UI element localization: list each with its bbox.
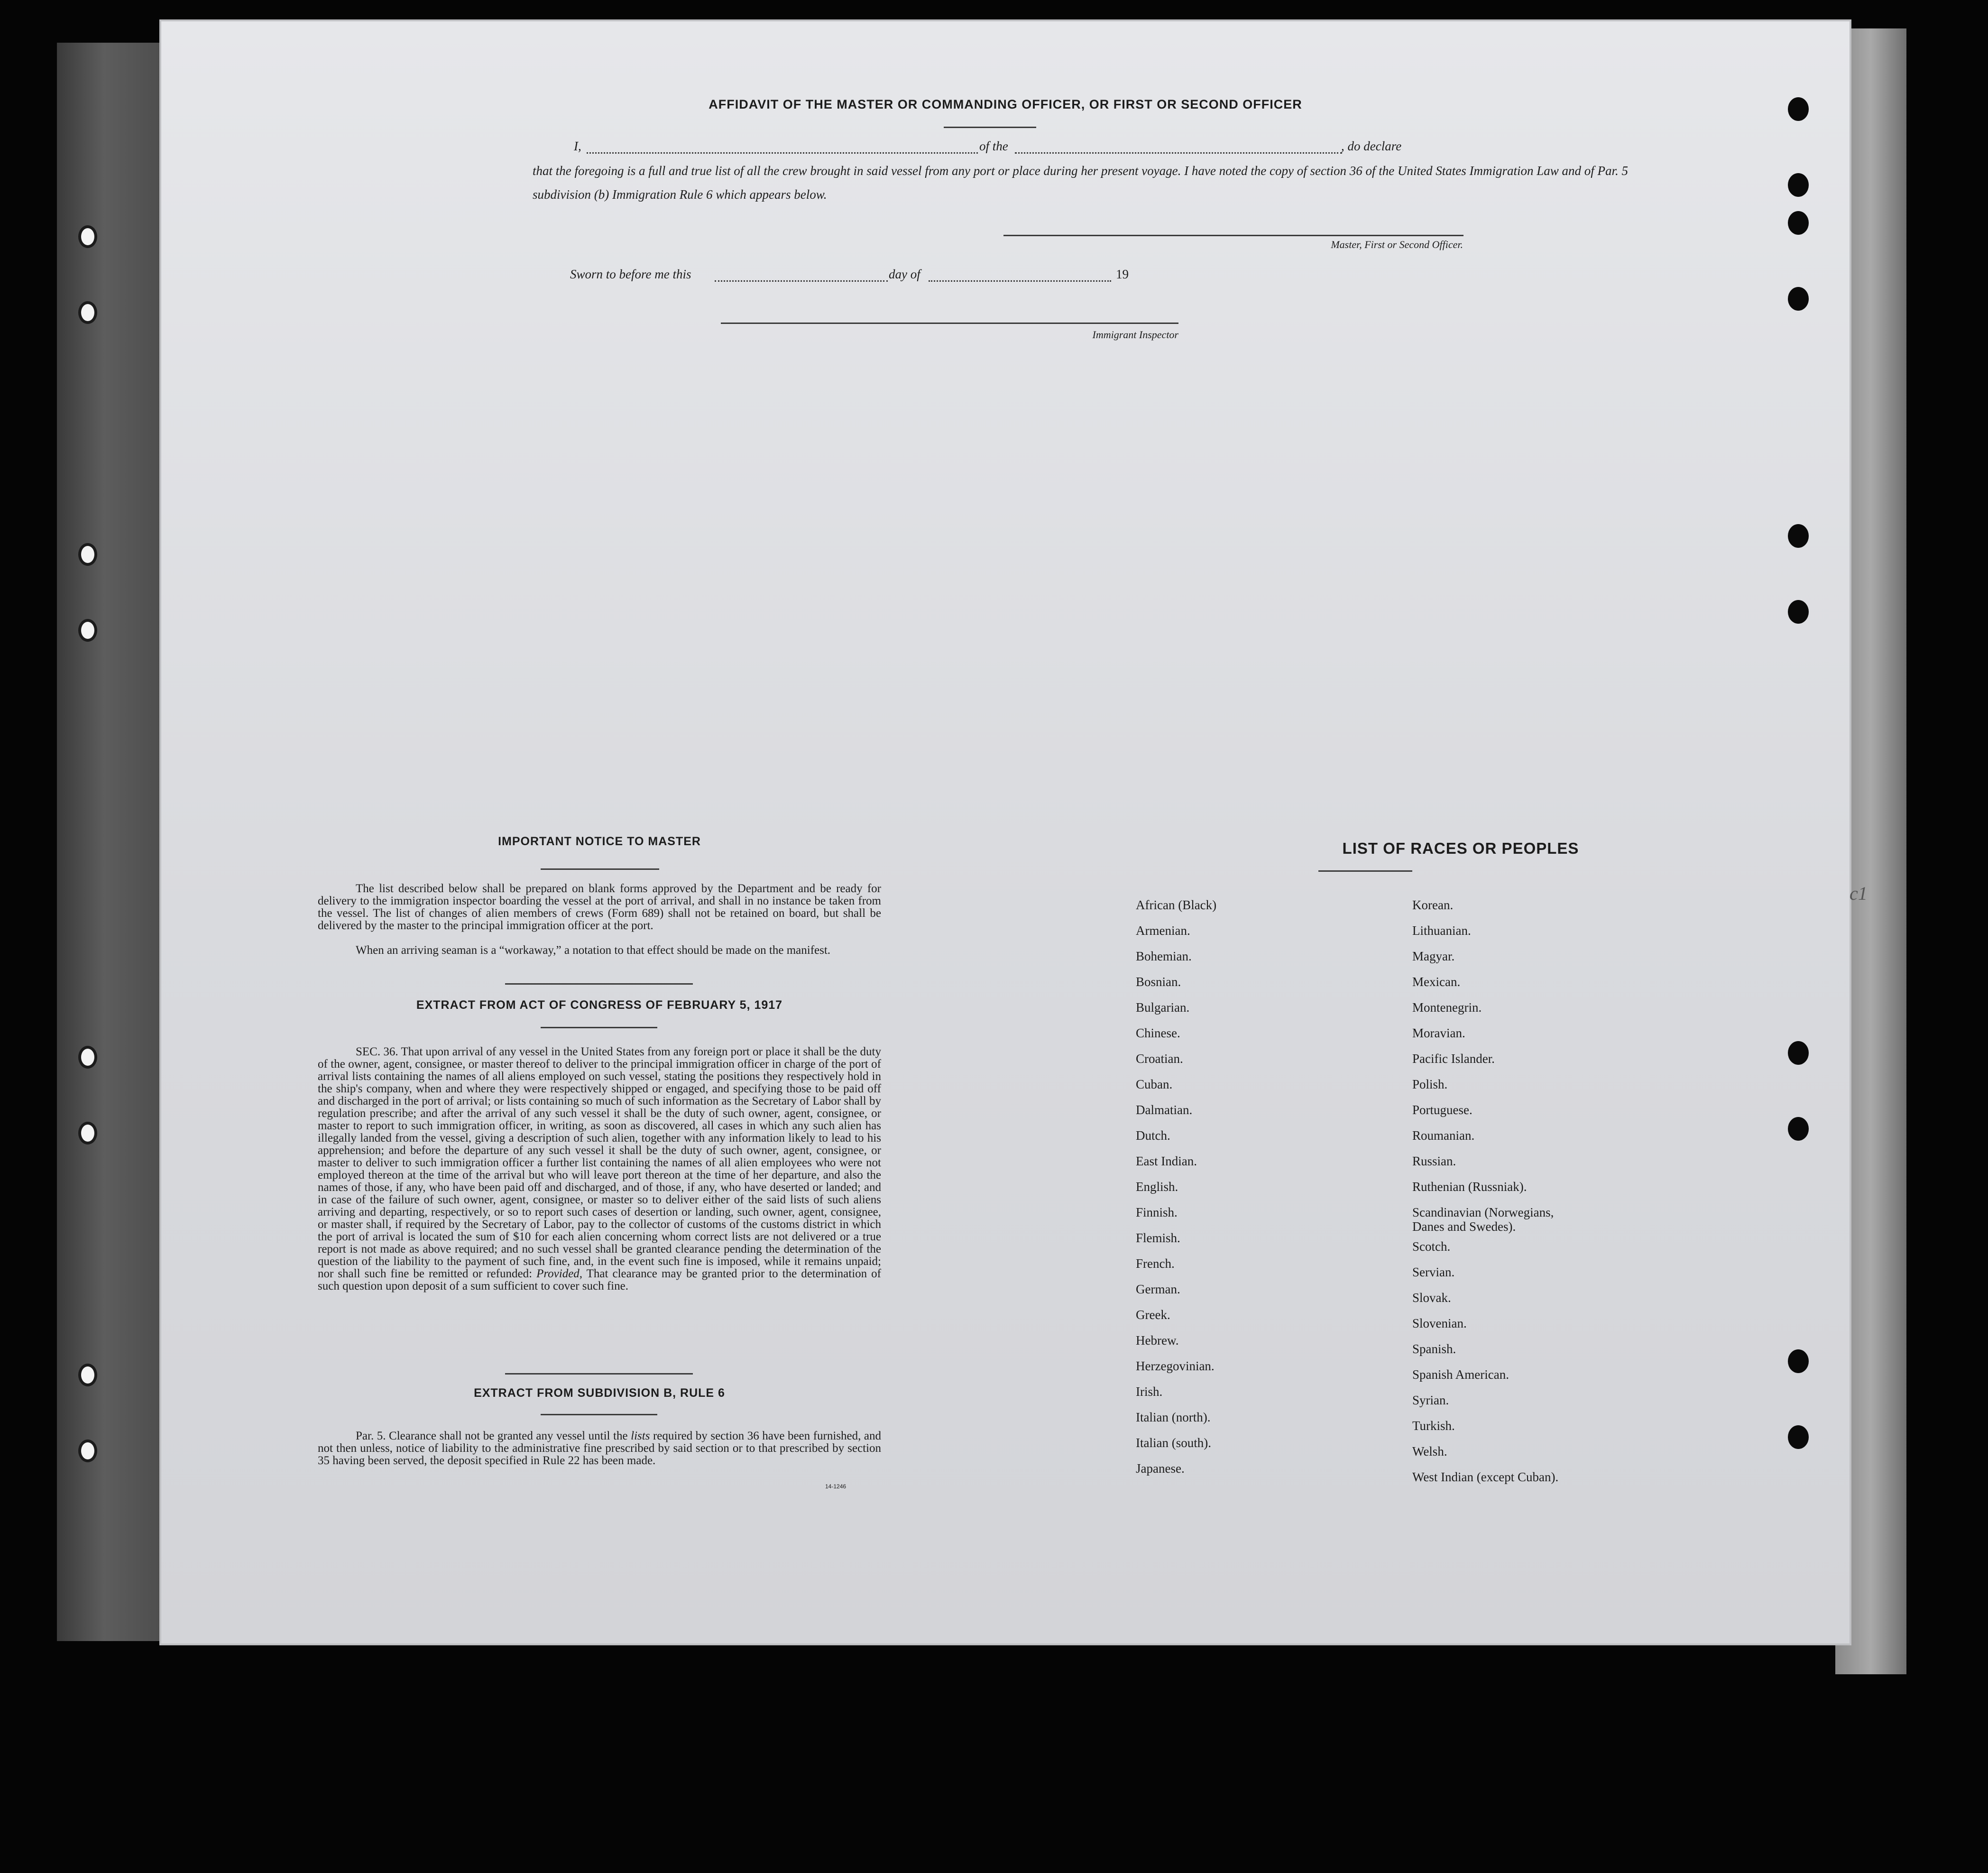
race-item: Flemish. — [1136, 1231, 1180, 1245]
margin-note: c1 — [1850, 883, 1868, 904]
section-body: That upon arrival of any vessel in the United States from any foreign port or place it shall be the duty of the owner, agent, consignee, or master thereof to deliver to the principal immigration officer in charge of the port of arrival lists containing the names of all aliens employed on such vessel, stating the positions they respectively hold in the ship's company, when and where they were respectively shipped or engaged, and specifying those to be paid off and discharged in the port of arrival; or lists containing so much of such information as the Secretary of Labor shall by regulation prescribe; and after the arrival of any such vessel it shall be the duty of such owner, agent, consignee, or master to report to such immigration officer, in writing, as soon as discovered, all cases in which any such alien has illegally landed from the vessel, giving a description of such alien, together with any information likely to lead to his apprehension; and before the departure of any such vessel it shall be the duty of such owner, agent, consignee, or master to deliver to such immigration officer a further list containing the names of all alien employees who were not employed thereon at the time of the arrival but who will leave port thereon at the time of her departure, and also the names of those, if any, who have been paid off and discharged, and of those, if any, who have deserted or landed; and in case of the failure of such owner, agent, consignee, or master so to deliver either of the said lists of such aliens arriving and departing, respectively, or so to report such cases of desertion or landing, such owner, agent, consignee, or master shall, if required by the Secretary of Labor, pay to the collector of customs of the customs district in which the port of arrival is located the sum of $10 for each alien concerning whom correct lists are not delivered or a true report is not made as above required; and no such vessel shall be granted clearance pending the determination of the question of the liability to the payment of such fine, and, in the event such fine is imposed, while it remains unpaid; nor shall such fine be remitted or refunded: — [318, 1045, 881, 1280]
section-36-text — [318, 1046, 881, 1292]
race-item: Spanish American. — [1412, 1367, 1509, 1382]
inspector-signature-label: Immigrant Inspector — [1092, 329, 1178, 341]
document-page — [161, 21, 1868, 1643]
race-item: Polish. — [1412, 1077, 1448, 1091]
race-item: Scotch. — [1412, 1239, 1451, 1254]
race-item: Lithuanian. — [1412, 923, 1471, 938]
race-item: Herzegovinian. — [1136, 1359, 1215, 1373]
race-item: Bosnian. — [1136, 975, 1181, 989]
race-item: Moravian. — [1412, 1026, 1465, 1040]
race-item: Greek. — [1136, 1308, 1170, 1322]
binder-hole — [1788, 1425, 1809, 1449]
race-item: Roumanian. — [1412, 1128, 1475, 1143]
binder-hole — [78, 301, 97, 324]
race-item: Pacific Islander. — [1412, 1052, 1495, 1066]
race-item: Mexican. — [1412, 975, 1461, 989]
races-left-column — [1136, 898, 1401, 1487]
day-of-label: day of — [889, 267, 920, 281]
race-item: Magyar. — [1412, 949, 1455, 963]
race-item: Italian (south). — [1136, 1436, 1211, 1450]
binder-hole — [1788, 287, 1809, 311]
race-item: Russian. — [1412, 1154, 1456, 1168]
binder-hole — [78, 225, 97, 248]
divider — [541, 1027, 657, 1028]
binder-hole — [78, 1439, 97, 1462]
master-name-line[interactable] — [587, 152, 978, 154]
binder-hole — [1788, 1117, 1809, 1141]
races-title: LIST OF RACES OR PEOPLES — [1342, 840, 1579, 857]
master-signature-line[interactable] — [1003, 235, 1463, 236]
race-item: German. — [1136, 1282, 1180, 1296]
race-item: Italian (north). — [1136, 1410, 1211, 1424]
race-item: Croatian. — [1136, 1052, 1183, 1066]
binder-hole — [78, 1364, 97, 1386]
races-right-column — [1412, 898, 1678, 1495]
binder-hole — [78, 1122, 97, 1144]
race-item: Servian. — [1412, 1265, 1455, 1279]
master-signature-label: Master, First or Second Officer. — [1331, 239, 1463, 250]
binder-hole — [1788, 1349, 1809, 1373]
affidavit-title: AFFIDAVIT OF THE MASTER OR COMMANDING OFFICER, OR FIRST OR SECOND OFFICER — [709, 97, 1302, 111]
race-item: Bulgarian. — [1136, 1000, 1190, 1015]
race-item: Irish. — [1136, 1384, 1163, 1399]
divider — [505, 1373, 693, 1375]
race-item: West Indian (except Cuban). — [1412, 1470, 1559, 1484]
race-item: Montenegrin. — [1412, 1000, 1482, 1015]
rule-body-b: required by section 36 have been furnished, and not then unless, notice of liability to the administrative fine prescribed by said section or to that prescribed by section 35 having been served, the deposit specified in Rule 22 has been made. — [318, 1430, 882, 1467]
affidavit-do-declare: , do declare — [1341, 139, 1402, 153]
race-item: Dalmatian. — [1136, 1103, 1193, 1117]
binder-hole — [1788, 211, 1809, 235]
inspector-signature-line[interactable] — [721, 323, 1178, 324]
race-item: Turkish. — [1412, 1419, 1455, 1433]
race-item: Portuguese. — [1412, 1103, 1473, 1117]
left-binding-strip — [57, 43, 175, 1641]
divider — [1318, 870, 1412, 872]
divider — [541, 868, 659, 870]
race-item: Slovenian. — [1412, 1316, 1467, 1330]
race-item: French. — [1136, 1256, 1175, 1271]
race-item: Bohemian. — [1136, 949, 1192, 963]
race-item: Finnish. — [1136, 1205, 1178, 1219]
vessel-name-line[interactable] — [1015, 152, 1342, 154]
binder-hole — [78, 1046, 97, 1069]
race-item: Welsh. — [1412, 1444, 1447, 1458]
binder-hole — [78, 619, 97, 642]
section-body-end: That clearance may be granted prior to the determination of such question upon deposit of a sum sufficient to cover such fine. — [318, 1267, 882, 1292]
sworn-day-line[interactable] — [715, 280, 888, 282]
rule-body-a: Par. 5. Clearance shall not be granted any vessel until the — [356, 1430, 628, 1442]
race-item: Syrian. — [1412, 1393, 1449, 1407]
notice-paragraph-1: The list described below shall be prepared on blank forms approved by the Department and be ready for delivery to the immigration inspector boarding the vessel at the port of arrival, and shall in no instance be taken from the vessel. The list of changes of alien members of crews (Form 689) shall not be retained on board, but shall be delivered by the master to the principal immigration officer at the port. — [318, 882, 881, 932]
sworn-month-line[interactable] — [929, 280, 1111, 282]
race-item: African (Black) — [1136, 898, 1217, 912]
affidavit-of-the: of the — [979, 139, 1008, 153]
notice-paragraph-2: When an arriving seaman is a “workaway,” a notation to that effect should be made on the manifest. — [356, 944, 831, 957]
notice-title: IMPORTANT NOTICE TO MASTER — [498, 835, 701, 848]
race-item: Dutch. — [1136, 1128, 1170, 1143]
sworn-year: 19 — [1116, 267, 1129, 281]
binder-hole — [1788, 173, 1809, 197]
race-item: Hebrew. — [1136, 1333, 1179, 1347]
binder-hole — [78, 543, 97, 566]
race-item: English. — [1136, 1180, 1178, 1194]
race-item: Scandinavian (Norwegians, Danes and Swedes). — [1412, 1205, 1554, 1234]
divider — [541, 1414, 657, 1415]
divider — [505, 983, 693, 985]
divider — [944, 127, 1036, 128]
affidavit-body: that the foregoing is a full and true list of all the crew brought in said vessel from any port or place during her present voyage. I have noted the copy of section 36 of the United States Immigration Law and of Par. 5 subdivision (b) Immigration Rule 6 which appears below. — [533, 164, 1628, 202]
extract-act-title: EXTRACT FROM ACT OF CONGRESS OF FEBRUARY 5, 1917 — [416, 998, 783, 1012]
race-item: Slovak. — [1412, 1291, 1451, 1305]
race-item: Japanese. — [1136, 1461, 1185, 1476]
race-item: Ruthenian (Russniak). — [1412, 1180, 1527, 1194]
provided-word: Provided, — [536, 1267, 583, 1280]
section-label: SEC. 36. — [356, 1045, 398, 1058]
race-item: Chinese. — [1136, 1026, 1180, 1040]
form-number: 14-1246 — [825, 1483, 847, 1490]
binder-hole — [1788, 1041, 1809, 1065]
extract-rule-title: EXTRACT FROM SUBDIVISION B, RULE 6 — [474, 1386, 725, 1400]
binder-hole — [1788, 600, 1809, 624]
race-item: Korean. — [1412, 898, 1454, 912]
race-item: Armenian. — [1136, 923, 1190, 938]
rule-6-text — [318, 1430, 881, 1467]
affidavit-i: I, — [574, 139, 581, 153]
lists-word: lists — [631, 1430, 650, 1442]
race-item: East Indian. — [1136, 1154, 1197, 1168]
race-item: Spanish. — [1412, 1342, 1456, 1356]
sworn-label: Sworn to before me this — [570, 267, 691, 281]
binder-hole — [1788, 524, 1809, 548]
race-item: Cuban. — [1136, 1077, 1173, 1091]
